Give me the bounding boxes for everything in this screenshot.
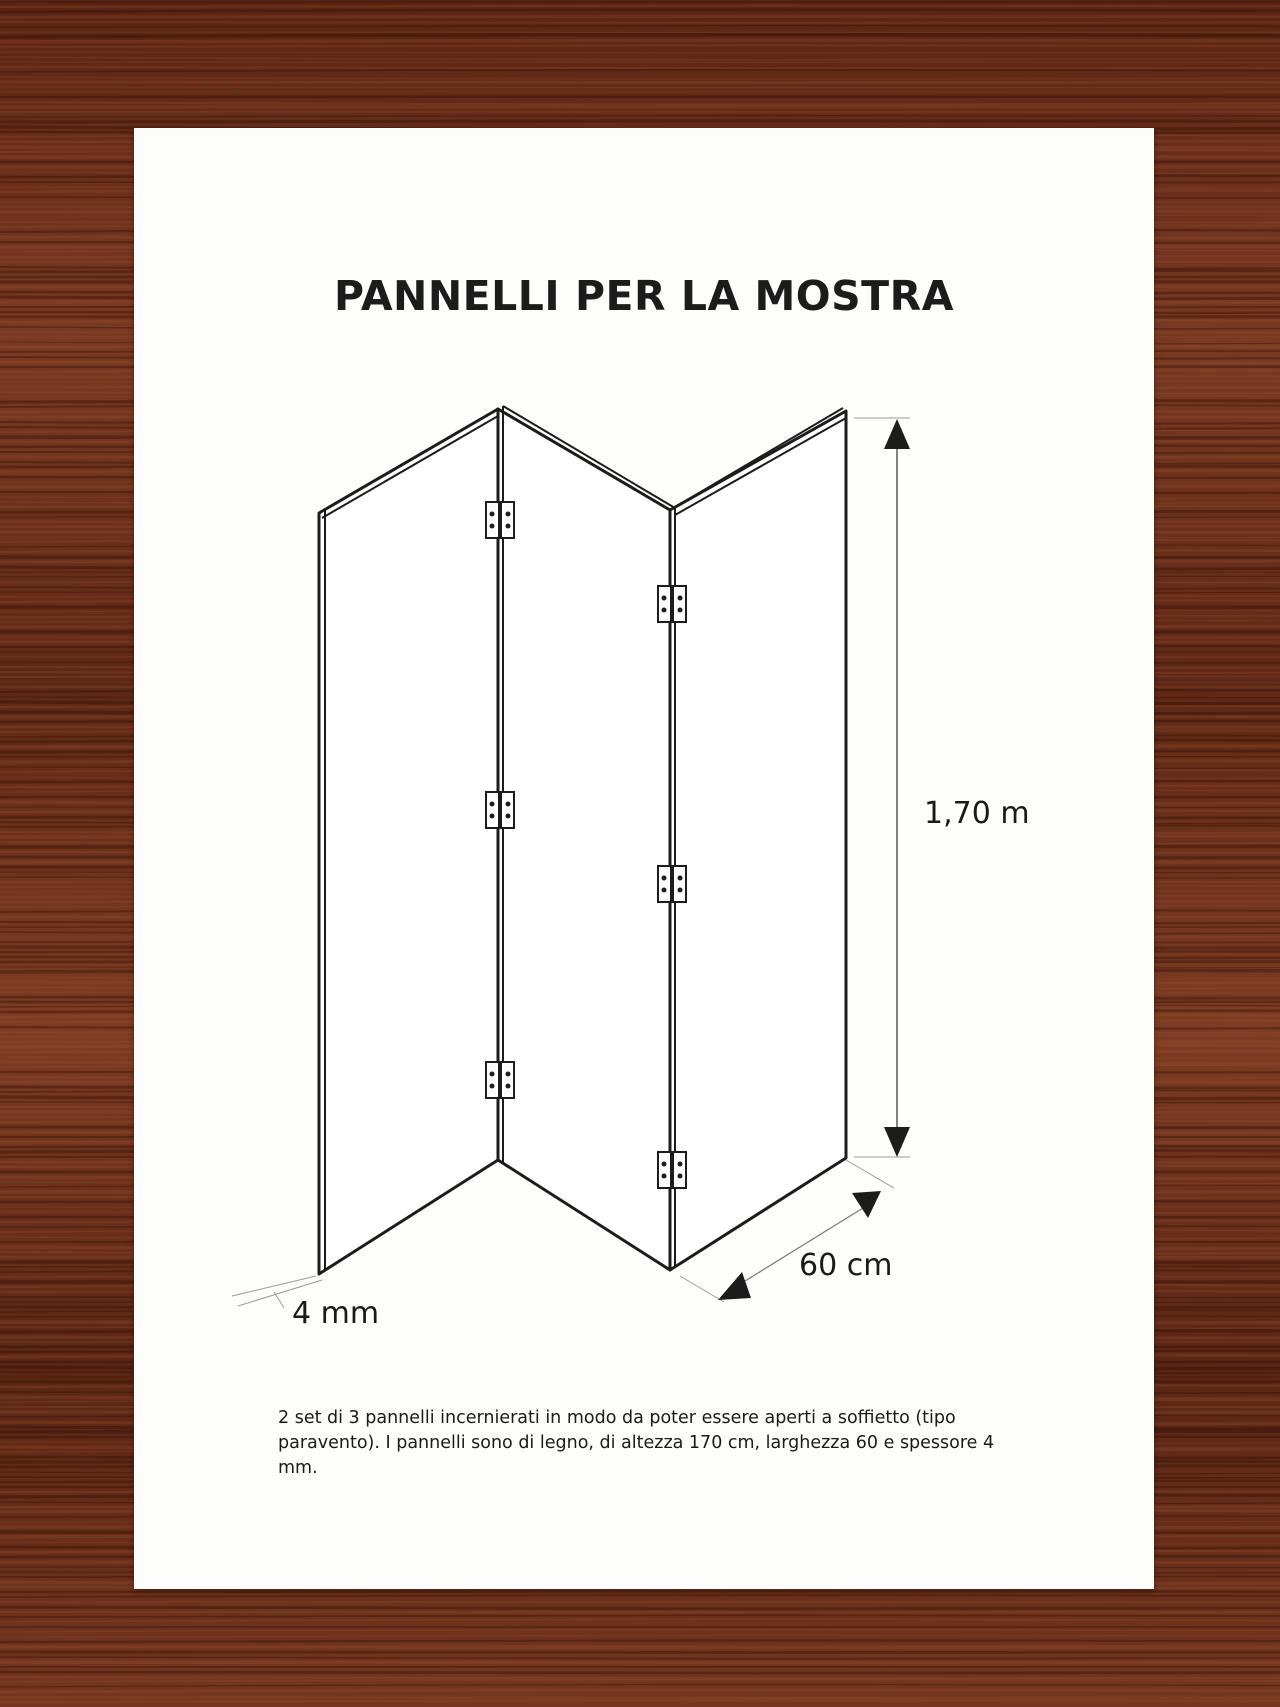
dimension-arrow-icon xyxy=(884,419,910,449)
page-title: PANNELLI PER LA MOSTRA xyxy=(334,272,954,320)
hinge-icon xyxy=(486,792,514,828)
thickness-label: 4 mm xyxy=(292,1296,380,1331)
width-label: 60 cm xyxy=(799,1248,893,1283)
dimension-arrow-icon xyxy=(884,1127,910,1157)
hinge-icon xyxy=(658,866,686,902)
hinge-icon xyxy=(658,1152,686,1188)
paper-sheet xyxy=(134,128,1154,1589)
height-dimension-line xyxy=(854,418,910,1157)
description-paragraph: 2 set di 3 pannelli incernierati in modo da poter essere aperti a soffietto (tipo paravento). I pannelli sono di legno, di altezza 170 cm, larghezza 60 e spessore 4 mm. xyxy=(278,1408,995,1478)
dimension-arrow-icon xyxy=(852,1191,881,1218)
panel-right xyxy=(670,408,846,1270)
panel-left xyxy=(319,409,498,1274)
folding-panels-diagram xyxy=(134,128,1154,1589)
hinge-icon xyxy=(486,502,514,538)
height-label: 1,70 m xyxy=(924,796,1030,831)
panel-middle xyxy=(498,406,675,1270)
hinge-icon xyxy=(658,586,686,622)
hinge-icon xyxy=(486,1062,514,1098)
dimension-arrow-icon xyxy=(718,1272,751,1300)
